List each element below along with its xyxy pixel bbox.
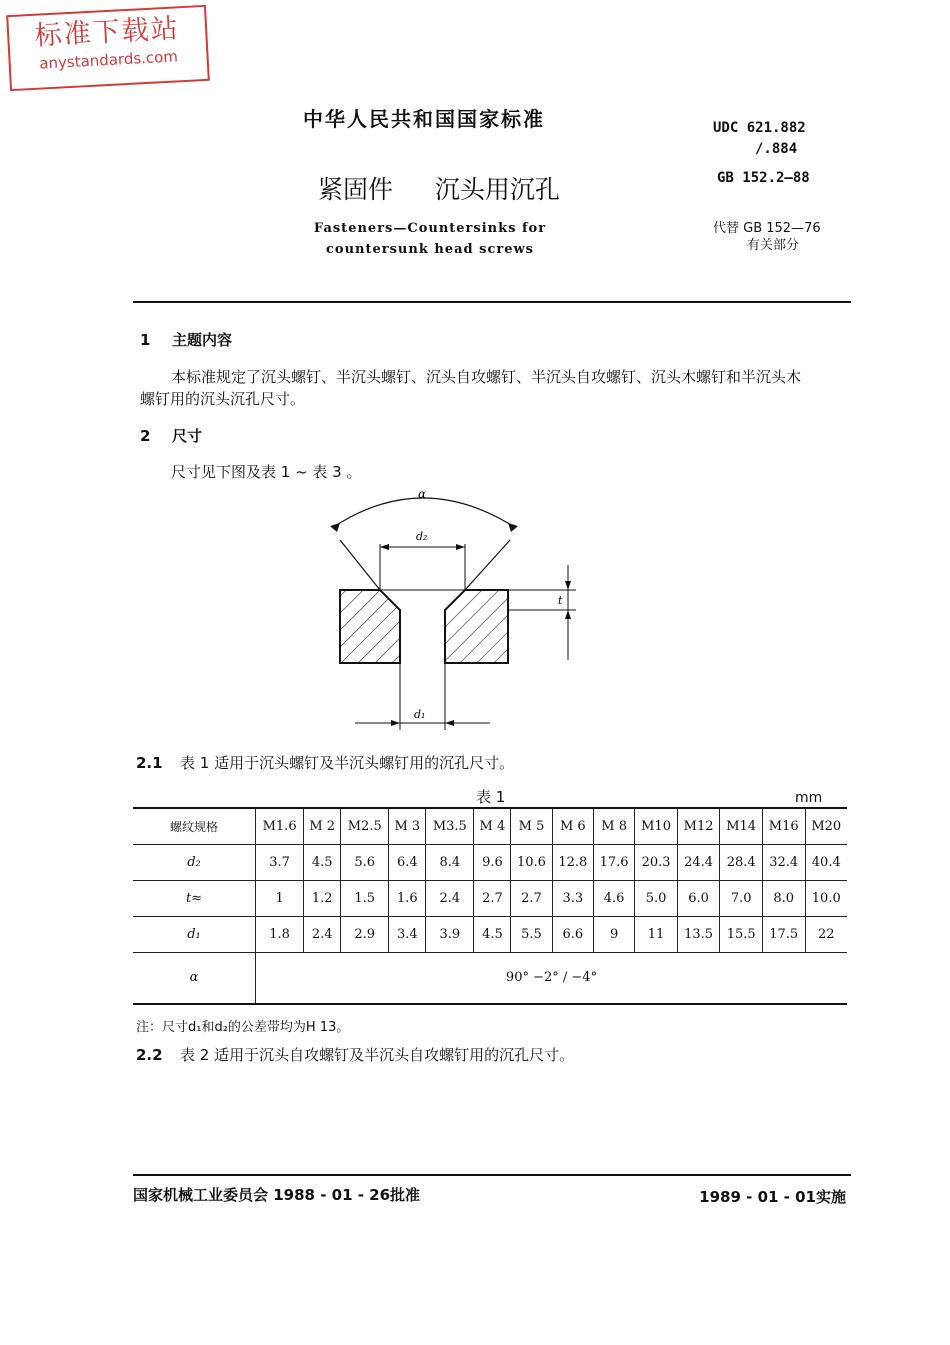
- cell: M10: [635, 808, 678, 844]
- section-1-text-line1: 本标准规定了沉头螺钉、半沉头螺钉、沉头自攻螺钉、半沉头自攻螺钉、沉头木螺钉和半沉头木: [171, 368, 802, 386]
- cell: 4.5: [304, 844, 341, 880]
- clause-2-2-text: 表 2 适用于沉头自攻螺钉及半沉头自攻螺钉用的沉孔尺寸。: [180, 1046, 575, 1064]
- cell: 10.0: [805, 880, 847, 916]
- stamp-title: 标准下载站: [33, 13, 181, 52]
- cell: 3.9: [426, 916, 474, 952]
- title-en-line2: countersunk head screws: [326, 242, 534, 257]
- cell: 12.8: [552, 844, 593, 880]
- cell: M12: [677, 808, 720, 844]
- clause-2-1: [136, 752, 514, 773]
- row-thread-size: [133, 808, 847, 844]
- replaces-note: [713, 220, 821, 254]
- row-label: 螺纹规格: [133, 808, 256, 844]
- label-d1: d₁: [414, 708, 426, 721]
- title-cn-part1: 紧固件: [318, 175, 394, 204]
- cell: M14: [720, 808, 763, 844]
- cell: M 4: [474, 808, 511, 844]
- footer-rule: [133, 1174, 851, 1176]
- cell: 2.7: [474, 880, 511, 916]
- cell: 9: [593, 916, 634, 952]
- cell: 1.2: [304, 880, 341, 916]
- table-1-title: 表 1: [476, 788, 506, 806]
- cell: 1.8: [256, 916, 304, 952]
- cell: M3.5: [426, 808, 474, 844]
- cell: 1.5: [341, 880, 389, 916]
- cell: 28.4: [720, 844, 763, 880]
- cell: 3.7: [256, 844, 304, 880]
- label-t: t: [558, 594, 563, 607]
- cell: 20.3: [635, 844, 678, 880]
- cell: M16: [762, 808, 805, 844]
- cell: M 6: [552, 808, 593, 844]
- cell: 4.5: [474, 916, 511, 952]
- cell: 7.0: [720, 880, 763, 916]
- cell: 5.0: [635, 880, 678, 916]
- udc-code: [713, 118, 806, 160]
- cell: 17.6: [593, 844, 634, 880]
- countersink-diagram: [320, 480, 590, 740]
- standard-title-cn: [318, 170, 560, 206]
- title-cn-part2: 沉头用沉孔: [434, 175, 560, 204]
- footer-approval: 国家机械工业委员会 1988 - 01 - 26批准: [133, 1186, 421, 1204]
- row-label: t≈: [133, 880, 256, 916]
- cell: 22: [805, 916, 847, 952]
- alpha-arrow-left: [330, 523, 340, 532]
- cell: 9.6: [474, 844, 511, 880]
- t-arrow-top: [565, 581, 571, 590]
- cell: 2.9: [341, 916, 389, 952]
- cell: 15.5: [720, 916, 763, 952]
- cell: 3.3: [552, 880, 593, 916]
- cell: 2.7: [511, 880, 552, 916]
- cell: 8.0: [762, 880, 805, 916]
- cell: 32.4: [762, 844, 805, 880]
- cell: M 2: [304, 808, 341, 844]
- table-1-unit: mm: [795, 790, 823, 806]
- cell: 1.6: [389, 880, 426, 916]
- udc-line2: /.884: [755, 141, 798, 157]
- row-alpha: [133, 952, 847, 1004]
- cell: 2.4: [304, 916, 341, 952]
- cell: M1.6: [256, 808, 304, 844]
- cell: 6.6: [552, 916, 593, 952]
- clause-2-2-number: 2.2: [136, 1046, 163, 1064]
- table-1: [133, 807, 847, 1005]
- cell: M 8: [593, 808, 634, 844]
- d1-arrow-left: [391, 720, 400, 726]
- alpha-arrow-right: [508, 523, 518, 532]
- footer-effective: 1989 - 01 - 01实施: [699, 1188, 846, 1206]
- clause-2-1-text: 表 1 适用于沉头螺钉及半沉头螺钉用的沉孔尺寸。: [180, 754, 515, 772]
- d2-arrow-left: [380, 544, 389, 550]
- standard-title-en: [300, 218, 560, 260]
- section-2-number: 2: [140, 427, 151, 445]
- cell: 4.6: [593, 880, 634, 916]
- section-1-title: 主题内容: [172, 331, 233, 349]
- replaces-line2: 有关部分: [747, 238, 800, 253]
- watermark-stamp: [6, 5, 210, 91]
- cell: 40.4: [805, 844, 847, 880]
- row-label: d₂: [133, 844, 256, 880]
- t-arrow-bottom: [565, 610, 571, 619]
- left-section-hatch: [340, 590, 400, 663]
- cell: 5.6: [341, 844, 389, 880]
- title-en-line1: Fasteners—Countersinks for: [313, 221, 547, 236]
- d1-arrow-right: [445, 720, 454, 726]
- cell: 6.0: [677, 880, 720, 916]
- cell: M2.5: [341, 808, 389, 844]
- cell: 24.4: [677, 844, 720, 880]
- cell: M 3: [389, 808, 426, 844]
- clause-2-1-number: 2.1: [136, 754, 163, 772]
- table-note: 注：尺寸d₁和d₂的公差带均为H 13。: [136, 1020, 350, 1035]
- label-d2: d₂: [416, 530, 428, 543]
- section-2-text: 尺寸见下图及表 1 ~ 表 3 。: [171, 463, 362, 481]
- udc-line1: UDC 621.882: [713, 120, 806, 136]
- clause-2-2: [136, 1044, 574, 1065]
- cell: 10.6: [511, 844, 552, 880]
- section-2-title: 尺寸: [172, 427, 203, 445]
- cell: 5.5: [511, 916, 552, 952]
- cell: M20: [805, 808, 847, 844]
- cell: 11: [635, 916, 678, 952]
- row-t: [133, 880, 847, 916]
- cell: 3.4: [389, 916, 426, 952]
- cone-line-right: [465, 540, 510, 590]
- cell: 6.4: [389, 844, 426, 880]
- row-d1: [133, 916, 847, 952]
- alpha-value: 90° −2° / −4°: [256, 952, 848, 1004]
- section-1-text-line2: 螺钉用的沉头沉孔尺寸。: [140, 390, 306, 408]
- cell: 2.4: [426, 880, 474, 916]
- section-1-number: 1: [140, 331, 151, 349]
- section-1-heading: [140, 329, 232, 350]
- cell: 13.5: [677, 916, 720, 952]
- d2-arrow-right: [456, 544, 465, 550]
- row-d2: [133, 844, 847, 880]
- alpha-arc: [332, 498, 516, 528]
- section-2-heading: [140, 425, 202, 446]
- cell: M 5: [511, 808, 552, 844]
- cone-line-left: [340, 540, 380, 590]
- stamp-url: anystandards.com: [38, 47, 179, 73]
- row-label: α: [133, 952, 256, 1004]
- label-alpha: α: [418, 487, 427, 501]
- cell: 17.5: [762, 916, 805, 952]
- row-label: d₁: [133, 916, 256, 952]
- cell: 1: [256, 880, 304, 916]
- gb-number: GB 152.2—88: [717, 170, 810, 186]
- right-section-hatch: [445, 590, 508, 663]
- cell: 8.4: [426, 844, 474, 880]
- issuing-country: 中华人民共和国国家标准: [303, 107, 545, 131]
- replaces-line1: 代替 GB 152—76: [713, 221, 821, 236]
- header-rule: [133, 301, 851, 303]
